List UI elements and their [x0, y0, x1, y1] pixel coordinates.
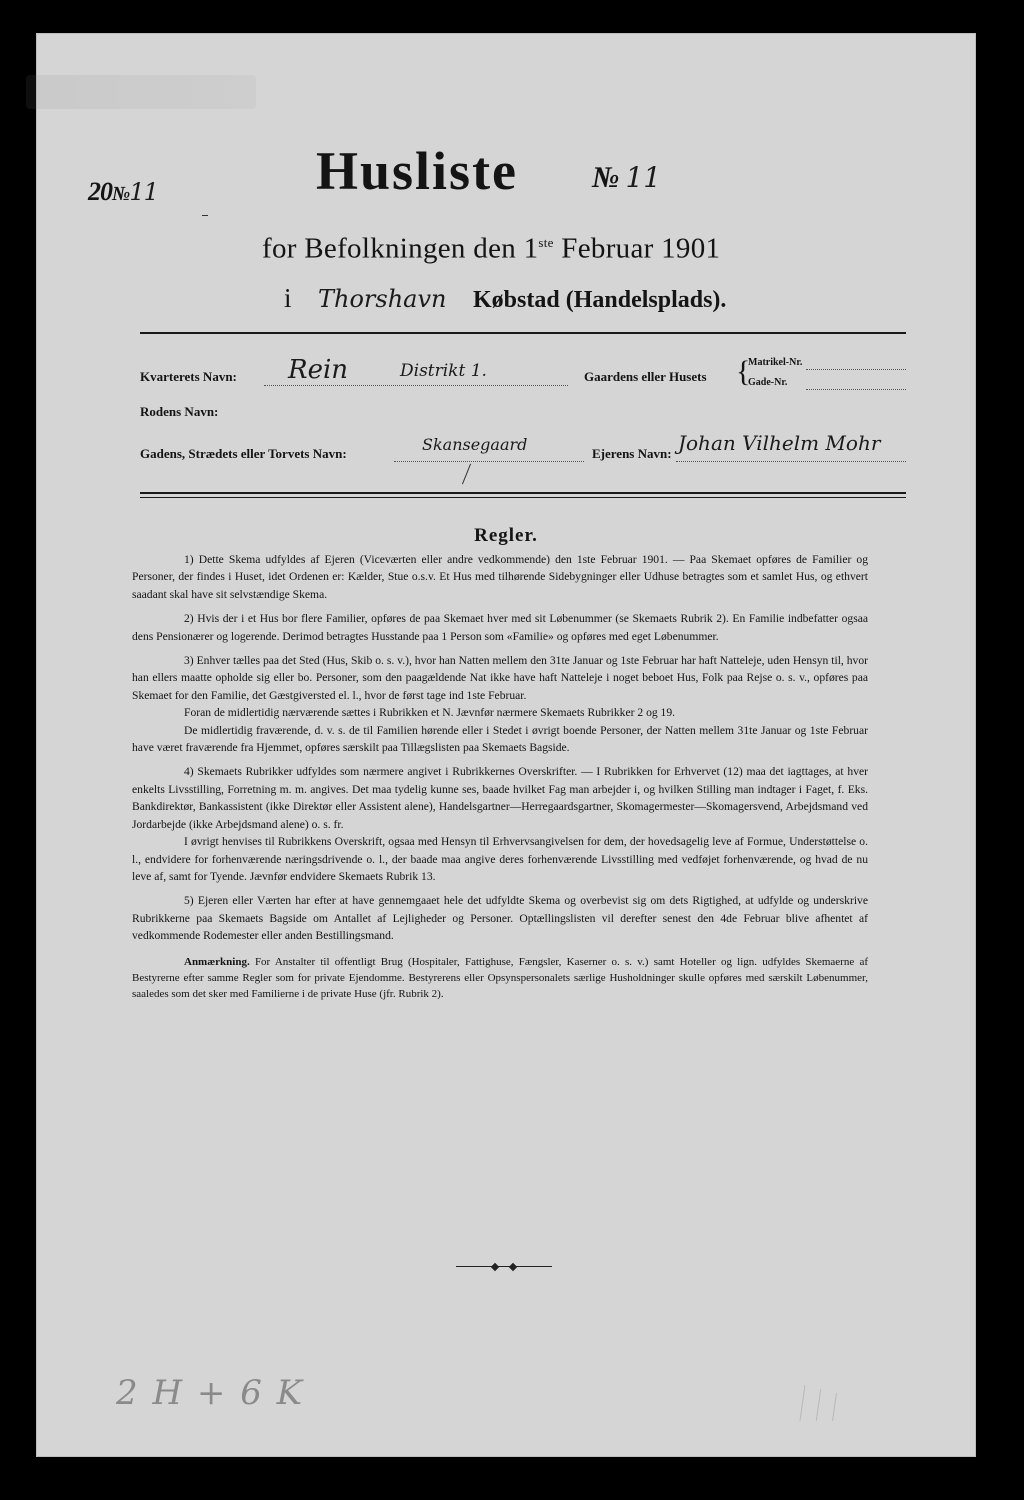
rule-5: 5) Ejeren eller Værten har efter at have gennemgaaet hele det udfyldte Skema og overbevist sig om dets Rigtighed, at udfylde og underskrive Rubrikkerne paa Skemaets Bagside om Antallet af Lejligheder og Personer. Optællingslisten vil derefter senest den 4de Februar blive afhentet af vedkommende Rodemester eller anden Bestillingsmand. — [132, 894, 868, 943]
rules-block — [132, 551, 868, 1002]
gade-value: Skansegaard — [422, 435, 528, 454]
rule-4b: I øvrigt henvises til Rubrikkens Overskrift, ogsaa med Hensyn til Erhvervsangivelsen for dem, der hovedsagelig leve af Formue, Understøttelse o. l., endvidere for forhenværende næringsdrivende o. l., der baade maa angive deres forhenværende Livsstilling med vedføjet forhenværende, og hvad de nu leve af, samt for Tyende. Jævnfør endvidere Skemaets Rubrik 13. — [132, 835, 868, 883]
rule-2: 2) Hvis der i et Hus bor flere Familier, opføres de paa Skemaet hver med sit Løbenummer (se Skemaets Rubrik 2). En Familie indbefatter ogsaa dens Pensionærer og logerende. Derimod betragtes Husstande paa 1 Person som «Familie» og opføres med eget Løbenummer. — [132, 612, 868, 643]
mid-rule-thin — [140, 497, 906, 498]
rule-3: 3) Enhver tælles paa det Sted (Hus, Skib o. s. v.), hvor han Natten mellem den 31te Januar og 1ste Februar har haft Natteleje, uden Hensyn til, hvor han ellers maatte opholde sig eller bo. Personer, som den paagældende Nat ikke have haft Natteleje i noget beboet Hus, Folk paa Rejse o. s. v., opføres paa Skemaet for den Familie, det Gæstgiversted el. l., hvor de først tage ind 1ste Februar. — [132, 654, 868, 702]
pencil-mark — [796, 1385, 856, 1425]
page-title: Husliste — [316, 141, 519, 201]
document-page — [36, 33, 976, 1457]
rules-heading: Regler. — [474, 525, 538, 546]
matrikel-label: Matrikel-Nr. — [748, 357, 803, 368]
rule-3b: Foran de midlertidig nærværende sættes i Rubrikken et N. Jævnfør nærmere Skemaets Rubrikker 2 og 19. — [184, 706, 676, 720]
ejer-underline — [676, 461, 906, 462]
subtitle: for Befolkningen den 1ste Februar 1901 — [262, 232, 721, 265]
dash-mark — [202, 215, 208, 216]
place-handwriting: Thorshavn — [318, 285, 447, 313]
gade-label: Gadens, Strædets eller Torvets Navn: — [140, 446, 347, 461]
bottom-handwritten-note: 2 H + 6 K — [116, 1373, 305, 1413]
rule-1: 1) Dette Skema udfyldes af Ejeren (Viceværten eller andre vedkommende) den 1ste Februar 1901. — Paa Skemaet opføres de Familier og Personer, der findes i Huset, idet Ordenen er: Kælder, Stue o.s.v. Et Hus med tilhørende Sidebygninger eller Udhuse betragtes som et samlet Hus, og ethvert saadant skal have sit selvstændige Skema. — [132, 553, 868, 601]
gade-stroke — [462, 464, 471, 485]
rule-3c: De midlertidig fraværende, d. v. s. de til Familien hørende eller i Stedet i øvrigt boende Personer, der Natten mellem 31te Januar og 1ste Februar have været fraværende fra Hjemmet, opføres særskilt paa Tillægslisten paa Skemaets Bagside. — [132, 723, 868, 755]
rule-4: 4) Skemaets Rubrikker udfyldes som nærmere angivet i Rubrikkernes Overskrifter. — I Rubrikken for Erhvervet (12) maa det iagttages, at hver enkelts Livsstilling, Forretning m. m. angives. Det maa tydelig kunne ses, baade hvilket Fag man arbejder i, og hvilken Stilling man indtager i Faget, f. Eks. Bankdirektør, Bankassistent (ikke Direktør eller Assistent alene), Handelsgartner—Herregaardsgartner, Skomagermester—Skomagersvend, Arbejdsmand ved Jordarbejde (ikke Arbejdsmand alene) o. s. fr. — [132, 765, 868, 831]
kvarter-label: Kvarterets Navn: — [140, 369, 237, 384]
title-number: № 11 — [592, 161, 662, 194]
matrikel-line — [806, 369, 906, 370]
ejer-value: Johan Vilhelm Mohr — [678, 431, 881, 455]
kvarter-value-2: Distrikt 1. — [400, 361, 487, 381]
gade-nr-line — [806, 389, 906, 390]
gaard-brace: { — [736, 355, 751, 388]
ornament-divider — [456, 1264, 552, 1270]
bleed-through-mark — [26, 75, 256, 109]
top-rule — [140, 332, 906, 334]
gade-nr-label: Gade-Nr. — [748, 377, 788, 388]
archive-stamp: 20№11 — [88, 177, 158, 206]
gade-underline — [394, 461, 584, 462]
place-line: i Thorshavn Købstad (Handelsplads). — [284, 281, 726, 317]
gaard-label: Gaardens eller Husets — [584, 369, 707, 384]
kvarter-value: Rein — [288, 355, 349, 385]
rode-label: Rodens Navn: — [140, 404, 219, 419]
kvarter-underline — [264, 385, 568, 386]
annotation-note: Anmærkning. For Anstalter til offentligt Brug (Hospitaler, Fattighuse, Fængsler, Kaserner o. s. v.) samt Hoteller og lign. udfyldes Skemaerne af Bestyrerne efter samme Regler som for private Ejendomme. Bestyrerens eller Opsynspersonalets særlige Husholdninger skulle opføres med særskilt Løbenummer, saaledes som det sker med Familierne i de private Huse (jfr. Rubrik 2). — [132, 955, 868, 1000]
ejer-label: Ejerens Navn: — [592, 446, 672, 461]
mid-rule-thick — [140, 492, 906, 494]
